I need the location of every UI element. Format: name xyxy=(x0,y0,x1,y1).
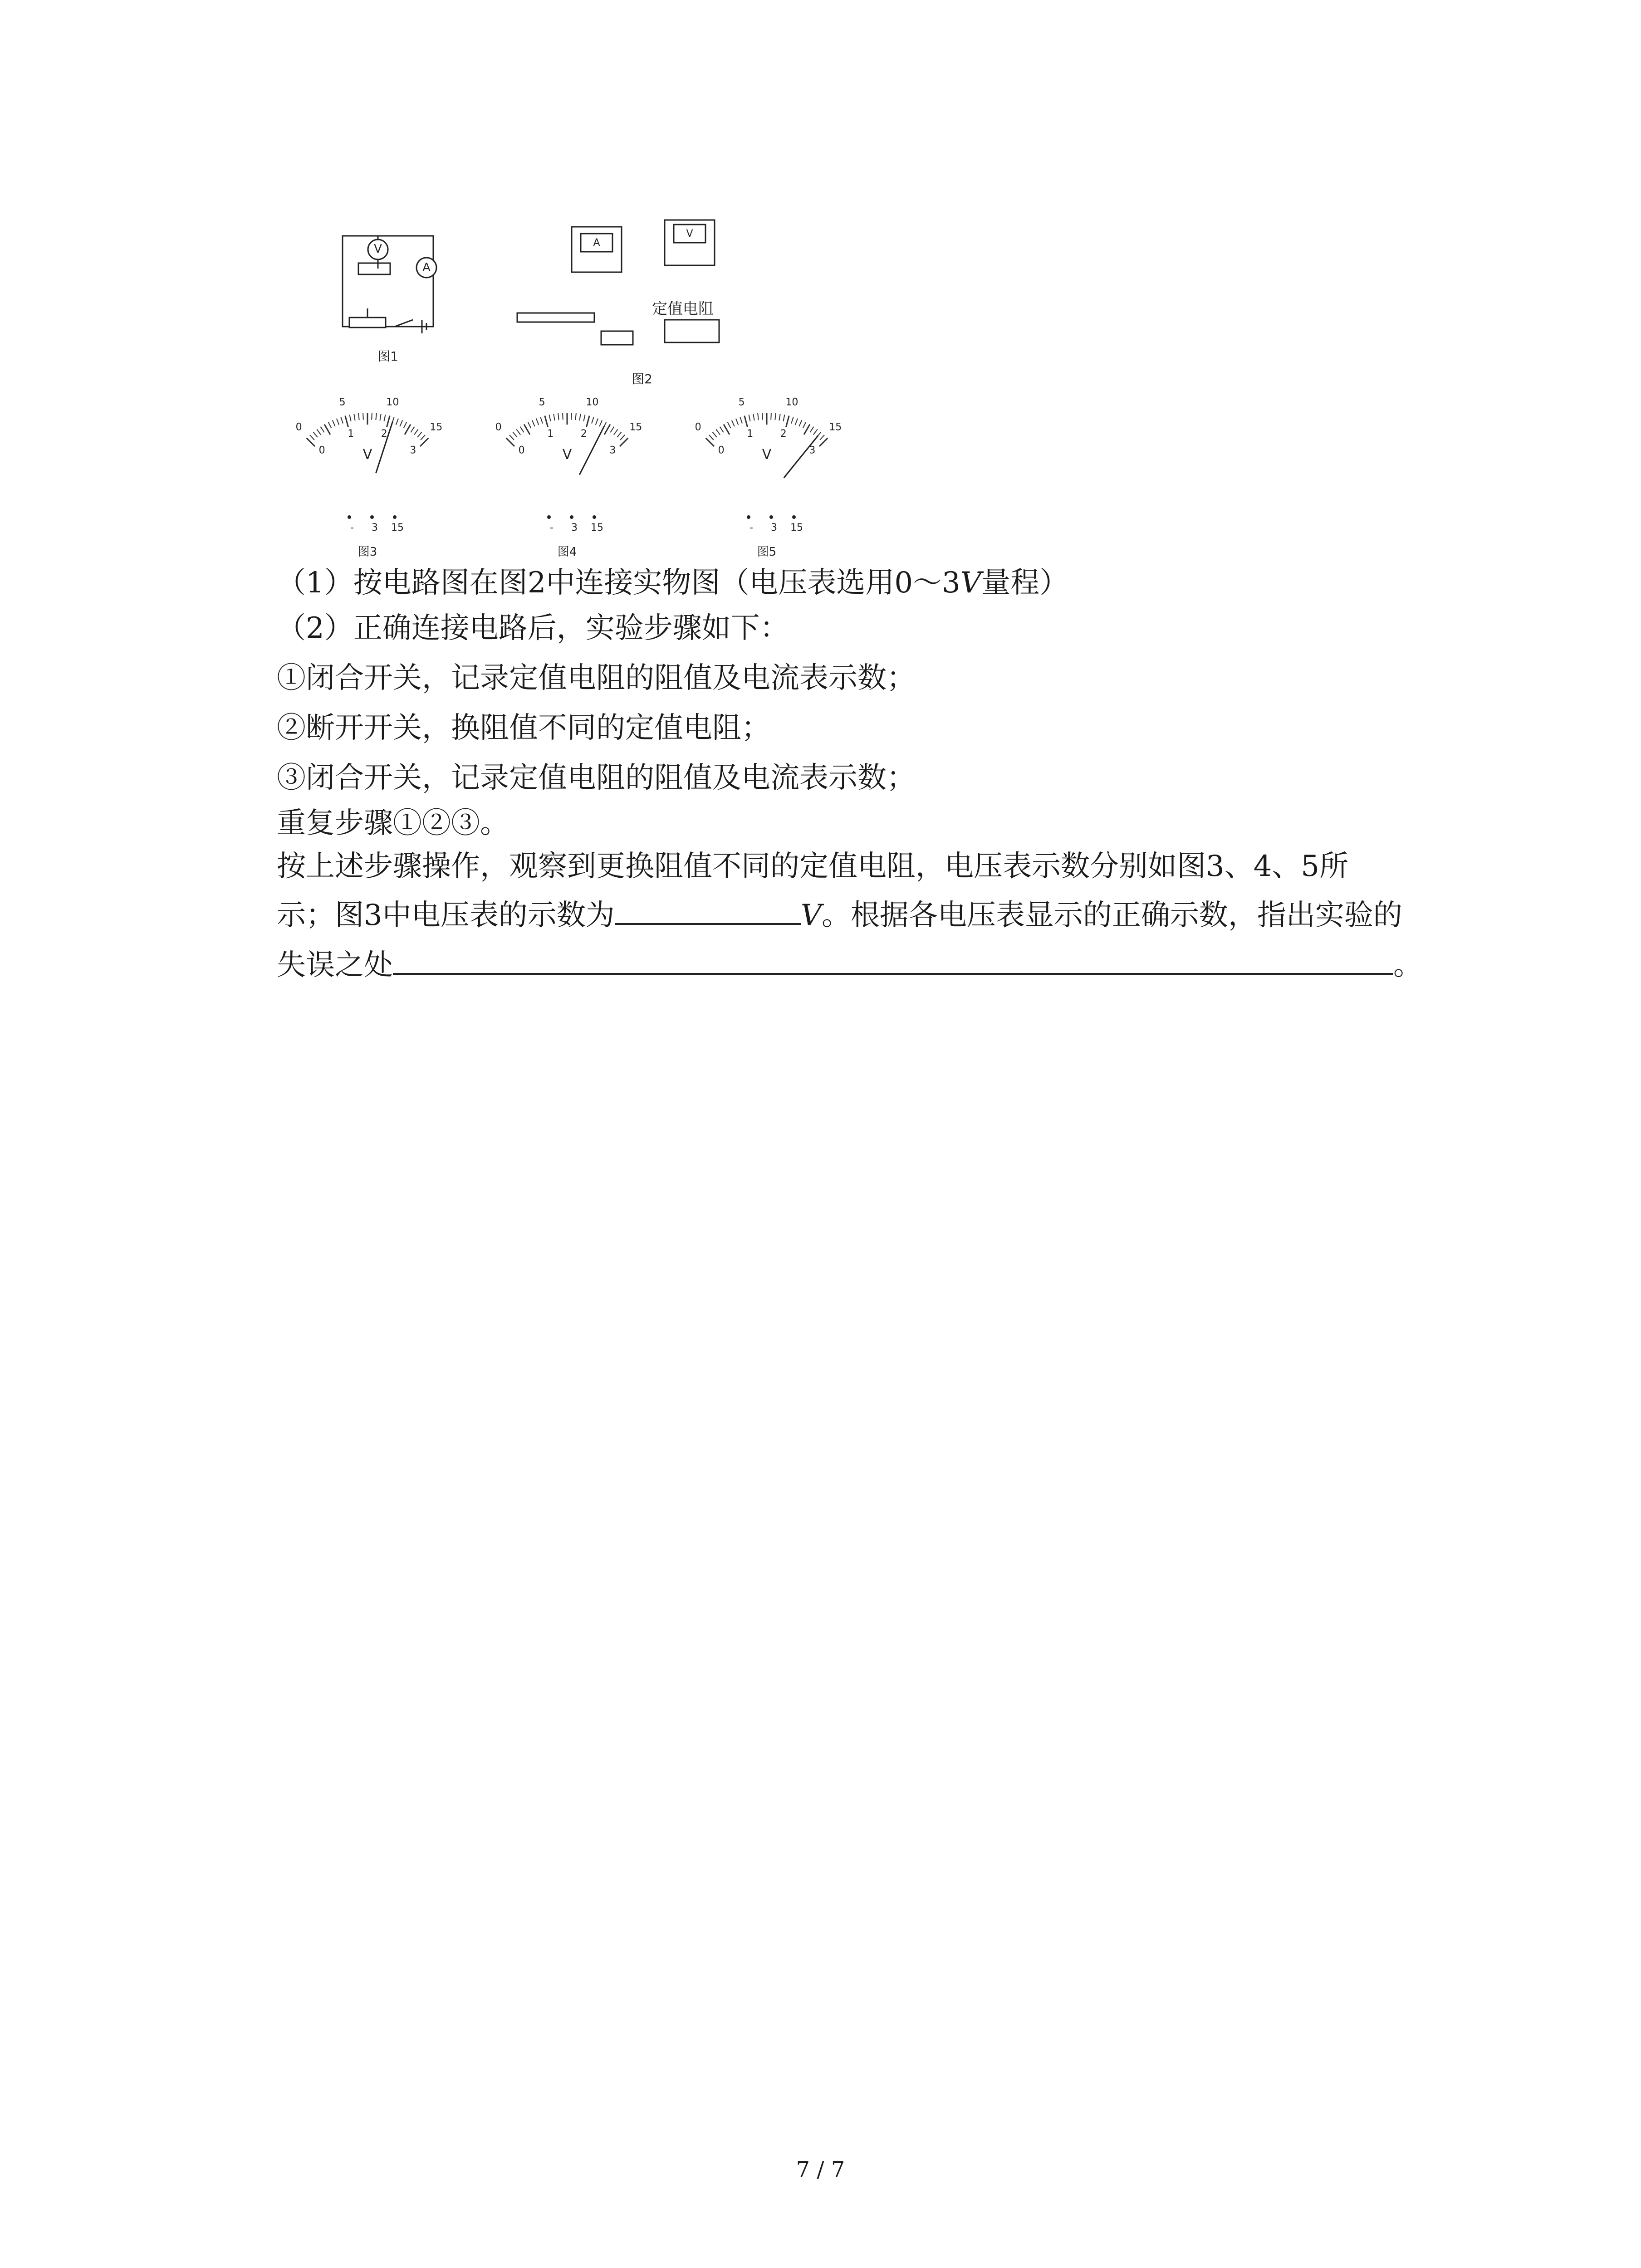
scale-tick xyxy=(592,417,594,423)
scale-tick xyxy=(414,429,418,435)
terminal-label: - xyxy=(350,522,354,533)
scale-tick xyxy=(400,420,402,426)
scale-tick xyxy=(354,414,355,420)
scale-label-lower: 0 xyxy=(318,445,325,456)
scale-tick xyxy=(604,424,610,435)
terminal-dot xyxy=(593,515,596,519)
resistor-symbol xyxy=(358,263,390,274)
scale-tick xyxy=(358,413,359,420)
step-3: ③闭合开关，记录定值电阻的阻值及电流表示数； xyxy=(277,761,916,795)
meter-unit-label: V xyxy=(562,447,572,463)
scale-tick xyxy=(310,435,314,440)
step-2: ②断开开关，换阻值不同的定值电阻； xyxy=(277,711,770,745)
para3-end: 。 xyxy=(1393,948,1422,982)
scale-tick xyxy=(513,432,517,437)
meter-caption: 图5 xyxy=(757,545,777,559)
switch-device xyxy=(601,331,633,345)
scale-label-upper: 10 xyxy=(386,396,399,408)
scale-tick xyxy=(520,427,524,433)
scale-tick xyxy=(396,419,398,425)
scale-tick xyxy=(405,424,411,435)
scale-tick xyxy=(709,435,714,440)
scale-label-lower: 0 xyxy=(718,445,725,456)
scale-label-upper: 15 xyxy=(430,421,443,433)
terminal-dot xyxy=(747,515,750,519)
scale-tick xyxy=(813,429,818,435)
voltmeter-label: V xyxy=(374,242,382,256)
scale-label-upper: 5 xyxy=(339,396,346,408)
scale-label-upper: 0 xyxy=(695,421,701,433)
scale-tick xyxy=(617,432,621,437)
scale-tick xyxy=(337,419,339,425)
circuit-diagram xyxy=(343,236,436,333)
scale-tick xyxy=(540,417,543,423)
scale-label-upper: 15 xyxy=(829,421,842,433)
scale-tick xyxy=(376,413,377,420)
paragraph-line-3 xyxy=(277,941,1422,986)
step-1: ①闭合开关，记录定值电阻的阻值及电流表示数； xyxy=(277,661,916,695)
scale-tick xyxy=(380,414,381,420)
scale-tick xyxy=(324,424,330,435)
terminal-label: 15 xyxy=(790,522,803,533)
scale-tick xyxy=(783,415,784,421)
meter-caption: 图4 xyxy=(557,545,577,559)
scale-tick xyxy=(753,414,754,420)
scale-tick xyxy=(586,415,589,427)
scale-tick xyxy=(333,420,335,426)
scale-tick xyxy=(795,419,798,425)
meter-unit-label: V xyxy=(362,447,372,463)
rheostat-symbol xyxy=(349,318,386,327)
para2-unit: V xyxy=(800,899,822,932)
scale-label-upper: 10 xyxy=(586,396,599,408)
terminal-dot xyxy=(769,515,773,519)
q1-end: 量程） xyxy=(981,566,1069,600)
scale-label-upper: 15 xyxy=(629,421,642,433)
scale-tick xyxy=(341,417,343,423)
scale-tick xyxy=(720,427,724,433)
q1-unit: V xyxy=(960,566,982,600)
terminal-dot xyxy=(570,515,573,519)
meter-caption: 图3 xyxy=(358,545,377,559)
ammeter-label: A xyxy=(422,261,431,274)
scale-tick xyxy=(712,432,716,437)
scale-label-upper: 5 xyxy=(738,396,745,408)
scale-tick xyxy=(384,415,385,421)
scale-tick xyxy=(786,415,789,427)
scale-label-lower: 2 xyxy=(780,428,787,440)
scale-tick xyxy=(421,435,425,440)
scale-label-upper: 0 xyxy=(295,421,302,433)
terminal-dot xyxy=(547,515,551,519)
scale-tick xyxy=(524,424,530,435)
terminal-label: 15 xyxy=(591,522,603,533)
answer-blank-reading[interactable] xyxy=(615,891,801,925)
scale-tick xyxy=(614,429,618,435)
terminal-label: - xyxy=(550,522,554,533)
scale-label-upper: 0 xyxy=(495,421,502,433)
scale-label-lower: 2 xyxy=(381,428,387,440)
scale-tick xyxy=(804,424,810,435)
scale-tick xyxy=(810,427,813,433)
terminal-label: 3 xyxy=(771,522,777,533)
scale-tick xyxy=(732,420,735,426)
q1-text: （1）按电路图在图2中连接实物图（电压表选用0～3 xyxy=(277,566,960,600)
meter-unit-label: V xyxy=(762,447,772,463)
scale-label-lower: 3 xyxy=(410,445,416,456)
scale-label-upper: 5 xyxy=(539,396,545,408)
scale-tick xyxy=(820,435,824,440)
terminal-label: - xyxy=(749,522,753,533)
paragraph-line-2 xyxy=(277,891,1402,936)
scale-label-lower: 3 xyxy=(609,445,616,456)
scale-label-lower: 2 xyxy=(580,428,587,440)
scale-tick xyxy=(575,413,576,420)
scale-label-lower: 3 xyxy=(809,445,816,456)
scale-tick xyxy=(387,415,390,427)
scale-tick xyxy=(536,419,539,425)
scale-tick xyxy=(532,420,535,426)
scale-tick xyxy=(345,415,348,427)
switch-symbol xyxy=(395,320,413,327)
scale-label-lower: 1 xyxy=(547,428,554,440)
terminal-label: 15 xyxy=(391,522,404,533)
question-2: （2）正确连接电路后，实验步骤如下： xyxy=(277,611,789,645)
scale-label-lower: 1 xyxy=(747,428,754,440)
answer-blank-error[interactable] xyxy=(393,941,1393,975)
scale-tick xyxy=(620,435,625,440)
para3-text: 失误之处 xyxy=(277,948,393,982)
terminal-dot xyxy=(393,515,397,519)
scale-label-lower: 0 xyxy=(518,445,525,456)
fig2-caption: 图2 xyxy=(632,371,652,386)
scale-tick xyxy=(758,413,759,420)
scale-tick xyxy=(749,415,750,421)
scale-tick xyxy=(417,432,421,437)
scale-tick xyxy=(411,427,414,433)
terminal-label: 3 xyxy=(571,522,578,533)
scale-tick xyxy=(762,413,763,420)
figures-svg xyxy=(272,218,907,562)
fig1-caption: 图1 xyxy=(377,349,398,364)
scale-tick xyxy=(545,415,548,427)
scale-tick xyxy=(558,413,559,420)
scale-tick xyxy=(321,427,324,433)
scale-label-upper: 10 xyxy=(785,396,798,408)
scale-tick xyxy=(599,420,602,426)
scale-tick xyxy=(579,414,580,420)
scale-tick xyxy=(740,417,742,423)
figures-area xyxy=(272,218,907,562)
scale-tick xyxy=(728,422,731,428)
scale-tick xyxy=(775,413,776,420)
para2-text-b: 。根据各电压表显示的正确示数，指出实验的 xyxy=(821,899,1402,932)
para2-text-a: 示；图3中电压表的示数为 xyxy=(277,899,615,932)
scale-tick xyxy=(791,417,794,423)
scale-tick xyxy=(509,435,514,440)
fixed-resistor-label: 定值电阻 xyxy=(652,300,714,318)
terminal-dot xyxy=(792,515,796,519)
scale-tick xyxy=(724,424,730,435)
repeat-steps: 重复步骤①②③。 xyxy=(277,807,509,840)
terminal-label: 3 xyxy=(372,522,378,533)
terminal-dot xyxy=(370,515,374,519)
scale-tick xyxy=(583,415,585,421)
question-1 xyxy=(277,562,1068,603)
meter-needle xyxy=(784,435,818,478)
scale-tick xyxy=(610,427,614,433)
resistor-device xyxy=(665,320,719,342)
scale-tick xyxy=(799,420,802,426)
scale-tick xyxy=(349,415,351,421)
terminal-dot xyxy=(348,515,351,519)
scale-tick xyxy=(328,422,332,428)
rheostat-device xyxy=(517,313,594,322)
ammeter-device-label: A xyxy=(593,237,600,249)
scale-tick xyxy=(528,422,531,428)
scale-tick xyxy=(779,414,780,420)
scale-tick xyxy=(549,415,550,421)
scale-tick xyxy=(745,415,748,427)
scale-tick xyxy=(716,429,720,435)
scale-tick xyxy=(516,429,520,435)
paragraph-line-1: 按上述步骤操作，观察到更换阻值不同的定值电阻，电压表示数分别如图3、4、5所 xyxy=(277,850,1349,883)
scale-label-lower: 1 xyxy=(348,428,354,440)
scale-tick xyxy=(803,422,806,428)
voltmeter-faces xyxy=(296,396,842,559)
scale-tick xyxy=(596,419,598,425)
scale-tick xyxy=(403,422,407,428)
scale-tick xyxy=(313,432,317,437)
scale-tick xyxy=(736,419,738,425)
voltmeter-device-label: V xyxy=(686,228,693,240)
scale-tick xyxy=(317,429,321,435)
scale-tick xyxy=(571,413,572,420)
page-number: 7 / 7 xyxy=(796,2157,845,2182)
